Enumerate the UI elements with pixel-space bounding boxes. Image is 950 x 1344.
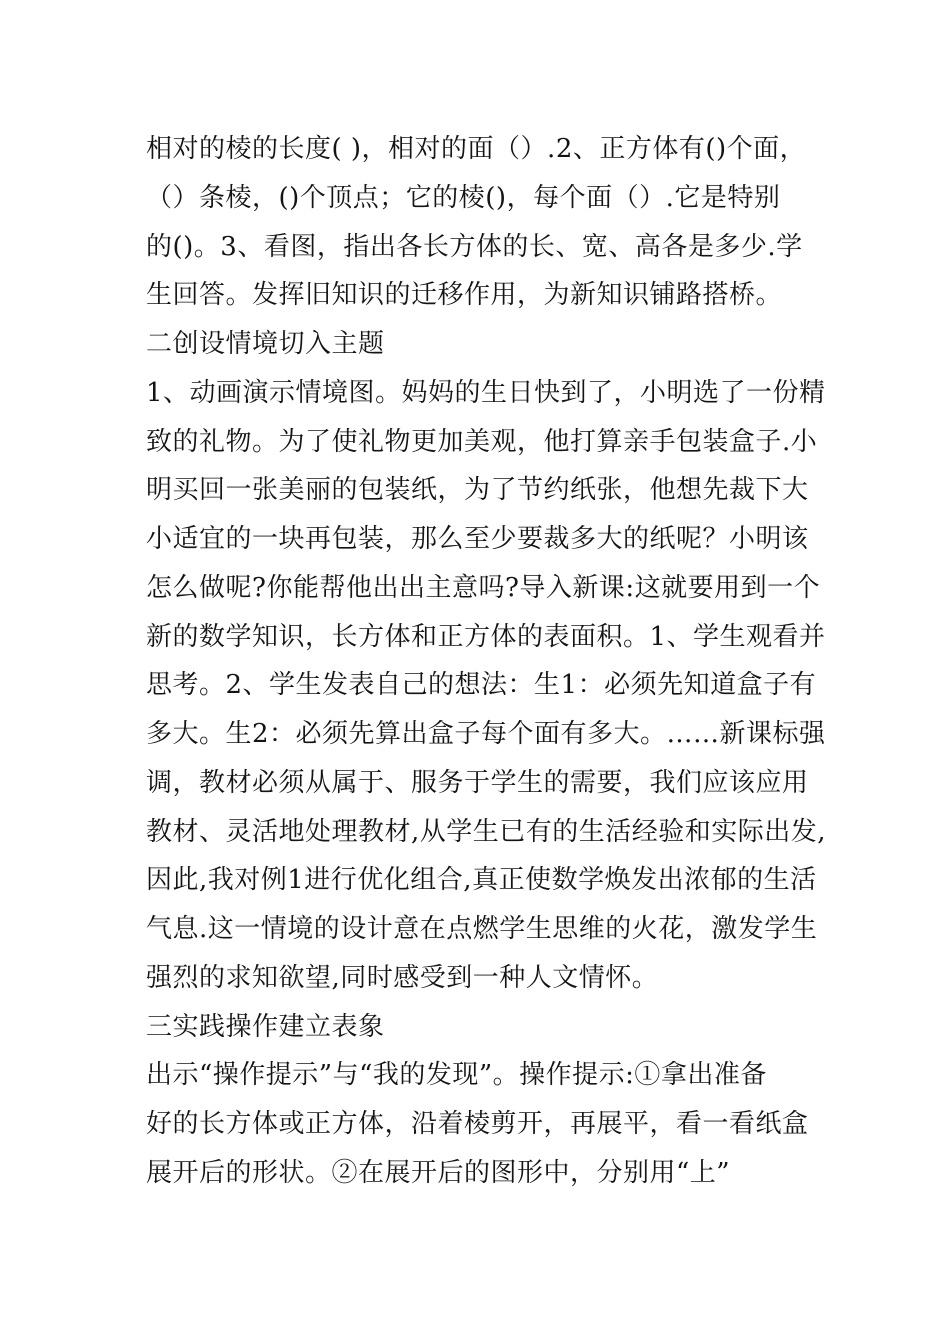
- text-line: 调，教材必须从属于、服务于学生的需要，我们应该应用: [146, 767, 809, 798]
- text-line: 教材、灵活地处理教材,从学生已有的生活经验和实际出发,: [146, 816, 827, 847]
- section-heading: 二创设情境切入主题: [146, 329, 385, 359]
- text-line: 思考。2、学生发表自己的想法：生1：必须先知道盒子有: [146, 670, 817, 701]
- text-line: （）条棱，()个顶点；它的棱()，每个面（）.它是特别: [146, 182, 781, 213]
- text-line: 1、动画演示情境图。妈妈的生日快到了，小明选了一份精: [146, 377, 826, 408]
- text-line: 明买回一张美丽的包装纸，为了节约纸张，他想先裁下大: [146, 475, 809, 506]
- text-line: 致的礼物。为了使礼物更加美观，他打算亲手包装盒子.小: [146, 426, 818, 457]
- body-text: [146, 125, 827, 1198]
- text-line: 强烈的求知欲望,同时感受到一种人文情怀。: [146, 962, 659, 993]
- section-heading: 三实践操作建立表象: [146, 1011, 385, 1042]
- text-line: 多大。生2：必须先算出盒子每个面有多大。……新课标强: [146, 719, 826, 749]
- text-line: 新的数学知识，长方体和正方体的表面积。1、学生观看并: [146, 621, 826, 652]
- text-line: 的()。3、看图，指出各长方体的长、宽、高各是多少.学: [146, 231, 803, 262]
- text-line: 怎么做呢?你能帮他出出主意吗?导入新课:这就要用到一个: [146, 572, 821, 603]
- text-line: 因此,我对例1进行优化组合,真正使数学焕发出浓郁的生活: [146, 865, 817, 896]
- text-line: 好的长方体或正方体，沿着棱剪开，再展平，看一看纸盒: [146, 1109, 809, 1139]
- text-line: 气息.这一情境的设计意在点燃学生思维的火花，激发学生: [146, 914, 818, 944]
- text-line: 相对的棱的长度( )，相对的面（）.2、正方体有()个面，: [146, 134, 807, 164]
- text-line: 小适宜的一块再包装，那么至少要裁多大的纸呢？小明该: [146, 524, 809, 554]
- text-line: 展开后的形状。②在展开后的图形中，分别用“上”: [146, 1157, 731, 1188]
- text-line: 出示“操作提示”与“我的发现”。操作提示:①拿出准备: [146, 1060, 767, 1091]
- text-line: 生回答。发挥旧知识的迁移作用，为新知识铺路搭桥。: [146, 280, 783, 311]
